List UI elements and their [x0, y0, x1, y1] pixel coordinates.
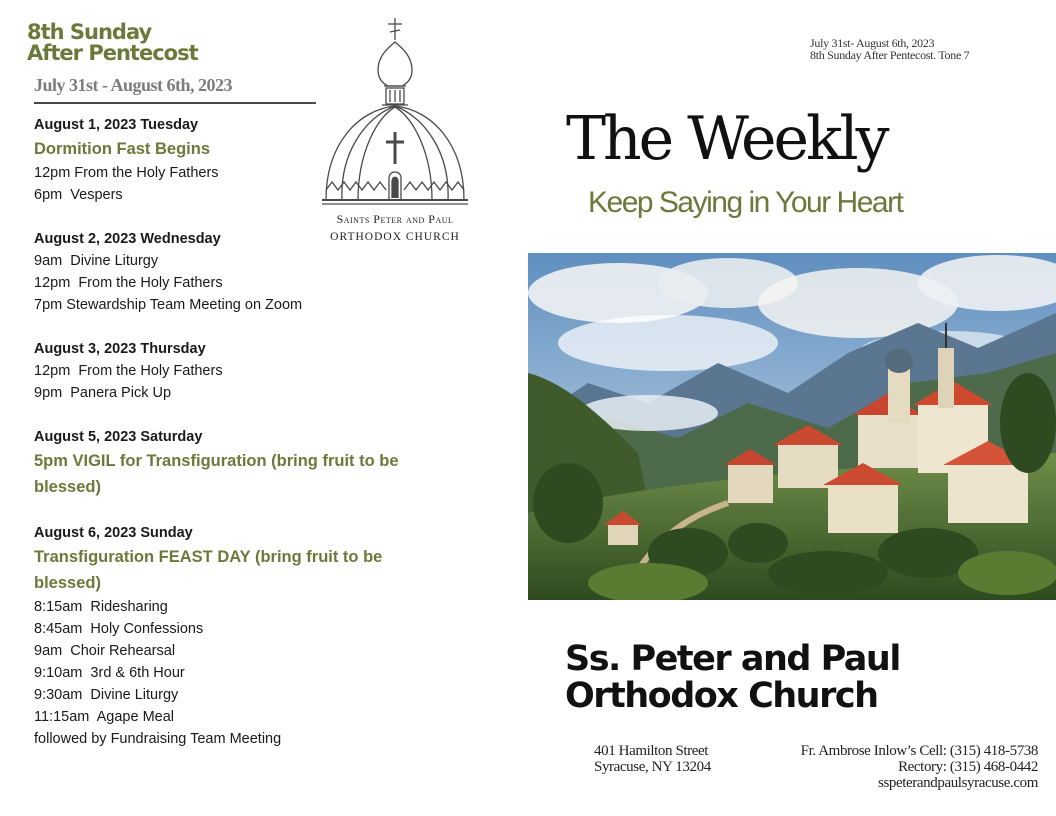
day-block-aug-6 — [34, 522, 474, 750]
day-date: August 1, 2023 Tuesday — [34, 117, 199, 133]
church-address — [594, 743, 711, 775]
cover-date-range: July 31st- August 6th, 2023 — [810, 36, 935, 50]
day-highlight: blessed) — [34, 478, 101, 496]
newsletter-subtitle: Keep Saying in Your Heart — [588, 186, 903, 219]
day-block-aug-5 — [34, 426, 474, 500]
logo-name-line1: Saints Peter and Paul — [336, 212, 454, 226]
schedule-event: 12pm From the Holy Fathers — [34, 275, 223, 291]
priest-cell-phone: Fr. Ambrose Inlow’s Cell: (315) 418-5738 — [800, 743, 1038, 759]
day-highlight: 5pm VIGIL for Transfiguration (bring fruit to be — [34, 452, 399, 470]
cover-top-info — [810, 37, 969, 61]
church-name — [565, 641, 900, 715]
schedule-event: 8:15am Ridesharing — [34, 599, 168, 615]
day-date: August 3, 2023 Thursday — [34, 341, 206, 357]
day-highlight: Transfiguration FEAST DAY (bring fruit to be — [34, 548, 383, 566]
website-link[interactable]: sspeterandpaulsyracuse.com — [878, 775, 1038, 791]
schedule-event: 9am Choir Rehearsal — [34, 643, 176, 659]
cover-sunday-tone: 8th Sunday After Pentecost. Tone 7 — [810, 48, 970, 62]
rectory-phone: Rectory: (315) 468-0442 — [898, 759, 1038, 775]
schedule-event: 8:45am Holy Confessions — [34, 621, 204, 637]
header-divider — [34, 102, 316, 104]
schedule-event: 9am Divine Liturgy — [34, 253, 159, 269]
newsletter-title: The Weekly — [566, 104, 887, 174]
schedule-event: 9pm Panera Pick Up — [34, 385, 172, 401]
bulletin-header — [27, 22, 198, 64]
schedule-event: 12pm From the Holy Fathers — [34, 165, 219, 181]
schedule-event: 7pm Stewardship Team Meeting on Zoom — [34, 297, 303, 313]
church-name-line2: Orthodox Church — [565, 676, 878, 716]
day-date: August 5, 2023 Saturday — [34, 429, 203, 445]
monastery-landscape-image — [528, 253, 1056, 600]
sunday-title-line1: 8th Sunday — [27, 20, 152, 44]
day-block-aug-3 — [34, 338, 474, 404]
day-date: August 2, 2023 Wednesday — [34, 231, 221, 247]
address-street: 401 Hamilton Street — [594, 743, 709, 759]
sunday-title-line2: After Pentecost — [27, 41, 198, 65]
schedule-event: 12pm From the Holy Fathers — [34, 363, 223, 379]
schedule-event: 11:15am Agape Meal — [34, 709, 174, 725]
church-contacts — [801, 743, 1038, 791]
day-highlight: Dormition Fast Begins — [34, 140, 211, 158]
day-highlight: blessed) — [34, 574, 101, 592]
schedule-event: 6pm Vespers — [34, 187, 123, 203]
logo-name-line2: ORTHODOX CHURCH — [330, 231, 460, 243]
schedule-event: 9:10am 3rd & 6th Hour — [34, 665, 185, 681]
week-date-range: July 31st - August 6th, 2023 — [34, 75, 233, 95]
schedule-event: followed by Fundraising Team Meeting — [34, 731, 282, 747]
day-date: August 6, 2023 Sunday — [34, 525, 193, 541]
address-city: Syracuse, NY 13204 — [594, 759, 711, 775]
schedule-event: 9:30am Divine Liturgy — [34, 687, 179, 703]
church-name-line1: Ss. Peter and Paul — [565, 639, 900, 679]
